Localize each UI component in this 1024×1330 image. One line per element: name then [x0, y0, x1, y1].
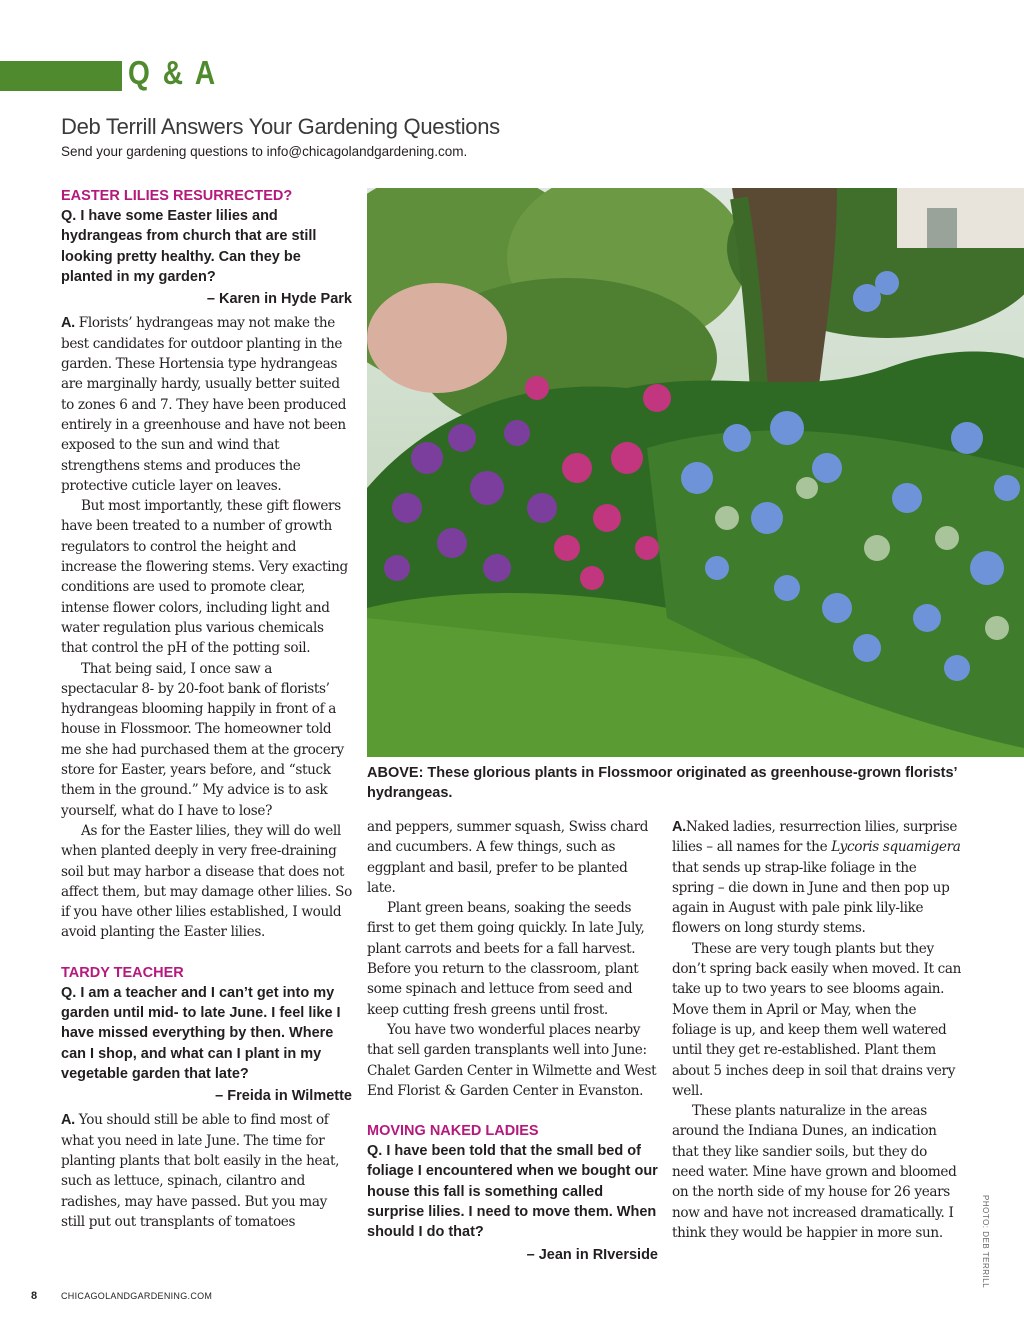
qa1-answer-2: But most importantly, these gift flowers have been treated to a number of growth regulators to control the height and increase the flowering stems. Very exacting conditions are used to promote clear, intense flower colors, including light and water regulation plus various chemicals that control the pH of the potting soil.	[61, 498, 348, 657]
qa1-answer-4: As for the Easter lilies, they will do well when planted deeply in very free-draining soil but may harbor a disease that does not affect them, but may damage other lilies. So if you have other lilies established, I would avoid planting the Easter lilies.	[61, 822, 352, 941]
hydrangea-photo	[367, 188, 1024, 757]
answer-text: Florists’ hydrangeas may not make the best candidates for outdoor planting in the garden. These Hortensia type hydrangeas are marginally hardy, usually better suited to zones 6 and 7. They have been produced entirely in a greenhouse and have not been exposed to the sun and wind that strengthens stems and produces the protective cuticle layer on leaves.	[61, 315, 347, 494]
photo-credit: PHOTO: DEB TERRILL	[981, 1195, 990, 1289]
answer-text: Naked ladies, resurrection lilies, surprise lilies – all names for the	[672, 819, 958, 856]
answer-lead: A.	[672, 819, 686, 835]
page-subtitle: Send your gardening questions to info@chicagolandgardening.com.	[61, 144, 468, 159]
qa2-answer-2: Plant green beans, soaking the seeds first to get them going quickly. In late July, plant carrots and beets for a fall harvest. Before you return to the classroom, plant some spinach and lettuce from seed and keep cutting fresh greens until frost.	[367, 900, 645, 1018]
spacer	[367, 1101, 658, 1121]
qa3-question: Q. I have been told that the small bed of foliage I encountered when we bought our house this fall is something called surprise lilies. I need to move them. When should I do that?	[367, 1143, 658, 1241]
plant-name: Lycoris squamigera	[831, 839, 961, 856]
page-number: 8	[31, 1290, 38, 1302]
section-label: Q & A	[128, 54, 218, 91]
qa3-answer-3: These plants naturalize in the areas around the Indiana Dunes, an indication that they like sandier soils, but they do need water. Mine have grown and bloomed on the north side of my house for 26 years now and have not increased dramatically. I think they would be happier in more sun.	[672, 1103, 957, 1241]
photo-caption: ABOVE: These glorious plants in Flossmoor originated as greenhouse-grown florists’ hydrangeas.	[367, 765, 957, 801]
qa1-answer-3: That being said, I once saw a spectacular 8- by 20-foot bank of florists’ hydrangeas blooming happily in front of a house in Flossmoor. The homeowner told me she had purchased them at the grocery store for Easter, years before, and “stuck them in the ground.” My advice is to ask yourself, what do I have to lose?	[61, 660, 344, 819]
qa2-heading: TARDY TEACHER	[61, 964, 184, 981]
section-color-bar	[0, 61, 122, 91]
garden-illustration	[367, 188, 1024, 757]
qa2-signature: – Freida in Wilmette	[215, 1088, 352, 1105]
answer-lead: A.	[61, 315, 75, 332]
answer-lead: A.	[61, 1112, 75, 1129]
answer-text: that sends up strap-like foliage in the spring – die down in June and then pop up again in August with pale pink lily-like flowers on long sturdy stems.	[672, 859, 950, 937]
qa3-answer-2: These are very tough plants but they don’t spring back easily when moved. It can take up to two years to see blooms again. Move them in April or May, when the foliage is up, and keep them well watered until they get re-established. Plant them about 5 inches deep in soil that drains very well.	[672, 940, 962, 1099]
qa1-heading: EASTER LILIES RESURRECTED?	[61, 188, 293, 204]
column-2	[367, 817, 658, 1269]
footer-website: CHICAGOLANDGARDENING.COM	[61, 1291, 213, 1301]
qa2-question: Q. I am a teacher and I can’t get into my garden until mid- to late June. I feel like I have missed everything by then. Where can I shop, and what can I plant in my vegetable garden that late?	[61, 984, 341, 1082]
qa3-signature: – Jean in RIverside	[526, 1246, 658, 1263]
qa2-answer-1	[61, 1110, 352, 1232]
spacer	[61, 943, 352, 963]
qa3-answer-1	[672, 817, 962, 939]
answer-text: You should still be able to find most of what you need in late June. The time for planting plants that bolt easily in the heat, such as lettuce, spinach, cilantro and radishes, may have passed. But you may still put out transplants of tomatoes	[61, 1112, 340, 1230]
qa1-question: Q. I have some Easter lilies and hydrangeas from church that are still looking pretty healthy. Can they be planted in my garden?	[61, 208, 317, 285]
column-3	[672, 817, 962, 1243]
qa1-signature: – Karen in Hyde Park	[206, 291, 352, 308]
qa1-answer-1	[61, 313, 352, 496]
qa2-answer-3: You have two wonderful places nearby that sell garden transplants well into June: Chalet Garden Center in Wilmette and West End Florist & Garden Center in Evanston.	[367, 1021, 657, 1099]
qa3-heading: MOVING NAKED LADIES	[367, 1123, 539, 1140]
page-title: Deb Terrill Answers Your Gardening Questions	[61, 114, 500, 139]
column-1	[61, 186, 352, 1232]
qa2-answer-1-continued: and peppers, summer squash, Swiss chard and cucumbers. A few things, such as eggplant and basil, prefer to be planted late.	[367, 819, 649, 896]
